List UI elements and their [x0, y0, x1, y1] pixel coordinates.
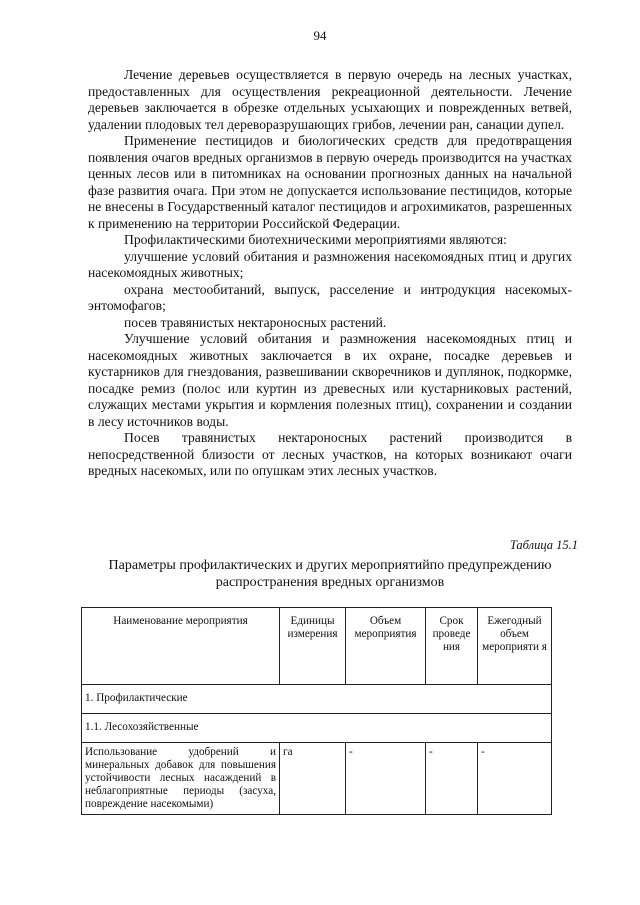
- cell-term: -: [426, 743, 478, 815]
- table-header-row: [82, 608, 552, 685]
- body-text: [88, 67, 572, 480]
- header-units: Единицы измерения: [280, 608, 346, 685]
- table-section-row: [82, 685, 552, 714]
- cell-units: га: [280, 743, 346, 815]
- paragraph-biotechnical-intro: Профилактическими биотехническими мероприятиями являются:: [124, 232, 507, 247]
- table-section-row: [82, 714, 552, 743]
- paragraph-list-item-birds: улучшение условий обитания и размножения насекомоядных птиц и других насекомоядных животных;: [88, 248, 572, 280]
- cell-annual: -: [478, 743, 552, 815]
- paragraph-birds-habitat: Улучшение условий обитания и размножения насекомоядных птиц и насекомоядных животных заключается в их охране, посадке деревьев и кустарников для гнездования, развешивании скворечников и дуплянок, подкормке, посадке ремиз (полос или куртин из древесных или кустарниковых растений, служащих местами укрытия и кормления полезных птиц), сохранении и создании в лесу источников воды.: [88, 331, 572, 429]
- page-number: 94: [313, 28, 327, 43]
- cell-volume: -: [346, 743, 426, 815]
- table-title: Параметры профилактических и других мероприятийпо предупреждению распространения вредных организмов: [108, 558, 552, 590]
- header-volume: Объем мероприятия: [346, 608, 426, 685]
- paragraph-list-item-entomophages: охрана местообитаний, выпуск, расселение и интродукция насекомых-энтомофагов;: [88, 281, 572, 313]
- header-term: Срок проведе ния: [426, 608, 478, 685]
- cell-name: Использование удобрений и минеральных добавок для повышения устойчивости лесных насаждений в неблагоприятные периоды (засуха, повреждение насекомыми): [82, 743, 280, 815]
- section-preventive: 1. Профилактические: [82, 685, 552, 714]
- header-name: Наименование мероприятия: [82, 608, 280, 685]
- table-row: [82, 743, 552, 815]
- paragraph-nectar-sowing: Посев травянистых нектароносных растений производится в непосредственной близости от лесных участков, на которых возникают очаги вредных насекомых, или по опушкам этих лесных участков.: [88, 430, 572, 478]
- table-label: Таблица 15.1: [509, 538, 578, 552]
- paragraph-list-item-nectar-plants: посев травянистых нектароносных растений.: [124, 314, 387, 330]
- section-forestry: 1.1. Лесохозяйственные: [82, 714, 552, 743]
- paragraph-tree-treatment: Лечение деревьев осуществляется в первую очередь на лесных участках, предоставленных для осуществления рекреационной деятельности. Лечение деревьев заключается в обрезке отдельных усыхающих и поврежденных ветвей, удалении плодовых тел дереворазрушающих грибов, лечении ран, санации дупел.: [88, 67, 572, 132]
- paragraph-pesticides: Применение пестицидов и биологических средств для предотвращения появления очагов вредных организмов в первую очередь производится на участках ценных лесов или в питомниках на основании прогнозных данных на начальной фазе развития очага. При этом не допускается использование пестицидов, которые не внесены в Государственный каталог пестицидов и агрохимикатов, разрешенных к применению на территории Российской Федерации.: [88, 133, 572, 231]
- header-annual: Ежегодный объем мероприяти я: [478, 608, 552, 685]
- parameters-table: [81, 607, 552, 815]
